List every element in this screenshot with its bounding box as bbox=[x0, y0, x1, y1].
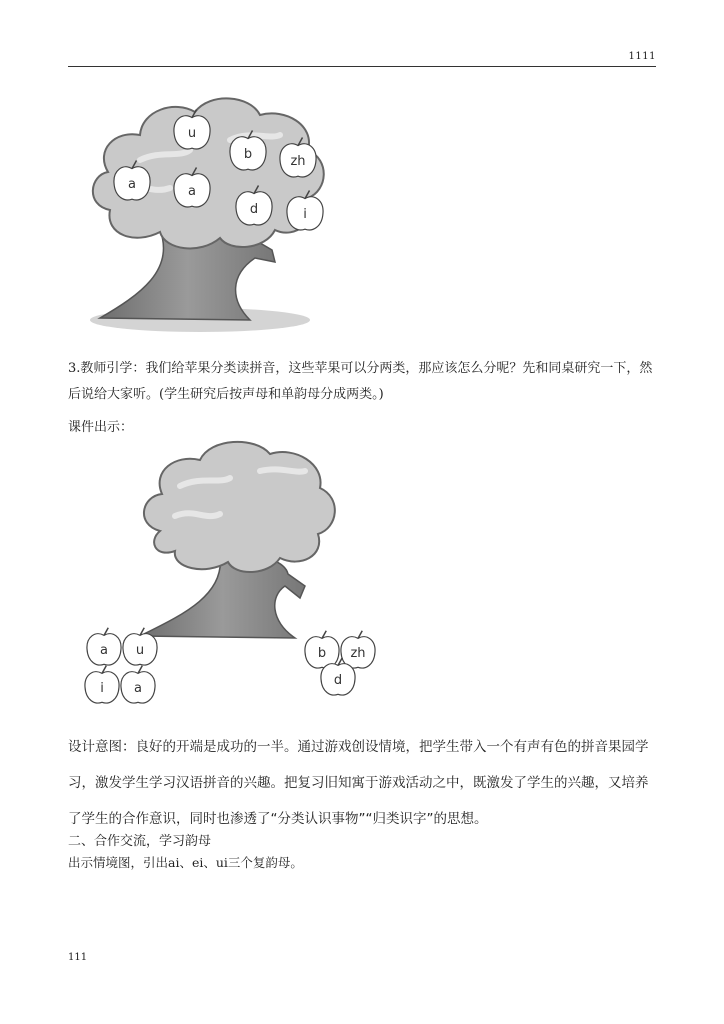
apple-letter: zh bbox=[290, 154, 306, 169]
tree-trunk bbox=[140, 556, 305, 638]
footer-page-number: 111 bbox=[68, 952, 88, 963]
section-2-text: 出示情境图，引出ai、ei、ui三个复韵母。 bbox=[68, 855, 303, 870]
design-intent: 设计意图：良好的开端是成功的一半。通过游戏创设情境，把学生带入一个有声有色的拼音果园学习，激发学生学习汉语拼音的兴趣。把复习旧知寓于游戏活动之中，既激发了学生的兴趣，又培养了学生的合作意识，同时也渗透了“分类认识事物”“归类识字”的思想。 bbox=[68, 739, 649, 827]
apple-tree-sorted-figure bbox=[80, 436, 380, 706]
apple-tree-figure bbox=[80, 80, 340, 340]
header-page-number: 1111 bbox=[628, 51, 656, 62]
apple-letter: d bbox=[333, 673, 343, 688]
apple-letter: i bbox=[100, 681, 104, 696]
apple-letter: a bbox=[134, 681, 142, 696]
apple bbox=[341, 631, 375, 668]
apple-letter: a bbox=[100, 643, 108, 658]
apple bbox=[121, 666, 155, 703]
apple-letter: zh bbox=[350, 646, 366, 661]
apple bbox=[305, 631, 339, 668]
apple-letter: d bbox=[249, 202, 259, 217]
paragraph-3-text: 教师引学：我们给苹果分类读拼音，这些苹果可以分两类，那应该怎么分呢？先和同桌研究一下，然后说给大家听。( bbox=[68, 361, 653, 402]
apple-letter: a bbox=[128, 177, 136, 192]
section-2-title: 二、合作交流，学习韵母 bbox=[68, 834, 212, 849]
apple bbox=[85, 666, 119, 703]
apple-letter: a bbox=[188, 184, 196, 199]
apple-letter: b bbox=[243, 147, 253, 162]
page-header bbox=[68, 46, 656, 67]
paragraph-3-answer: 学生研究后按声母和单韵母分成两类。 bbox=[164, 387, 379, 402]
apple-letter: u bbox=[135, 643, 145, 658]
apple bbox=[87, 628, 121, 665]
paragraph-3-close: ) bbox=[378, 387, 384, 402]
apple-letter: i bbox=[303, 207, 307, 222]
paragraph-3 bbox=[68, 356, 660, 408]
courseware-label: 课件出示： bbox=[68, 420, 134, 435]
tree-canopy bbox=[144, 442, 335, 572]
apple-letter: u bbox=[187, 126, 197, 141]
apple-letter: b bbox=[317, 646, 327, 661]
paragraph-3-number: 3. bbox=[68, 361, 81, 376]
